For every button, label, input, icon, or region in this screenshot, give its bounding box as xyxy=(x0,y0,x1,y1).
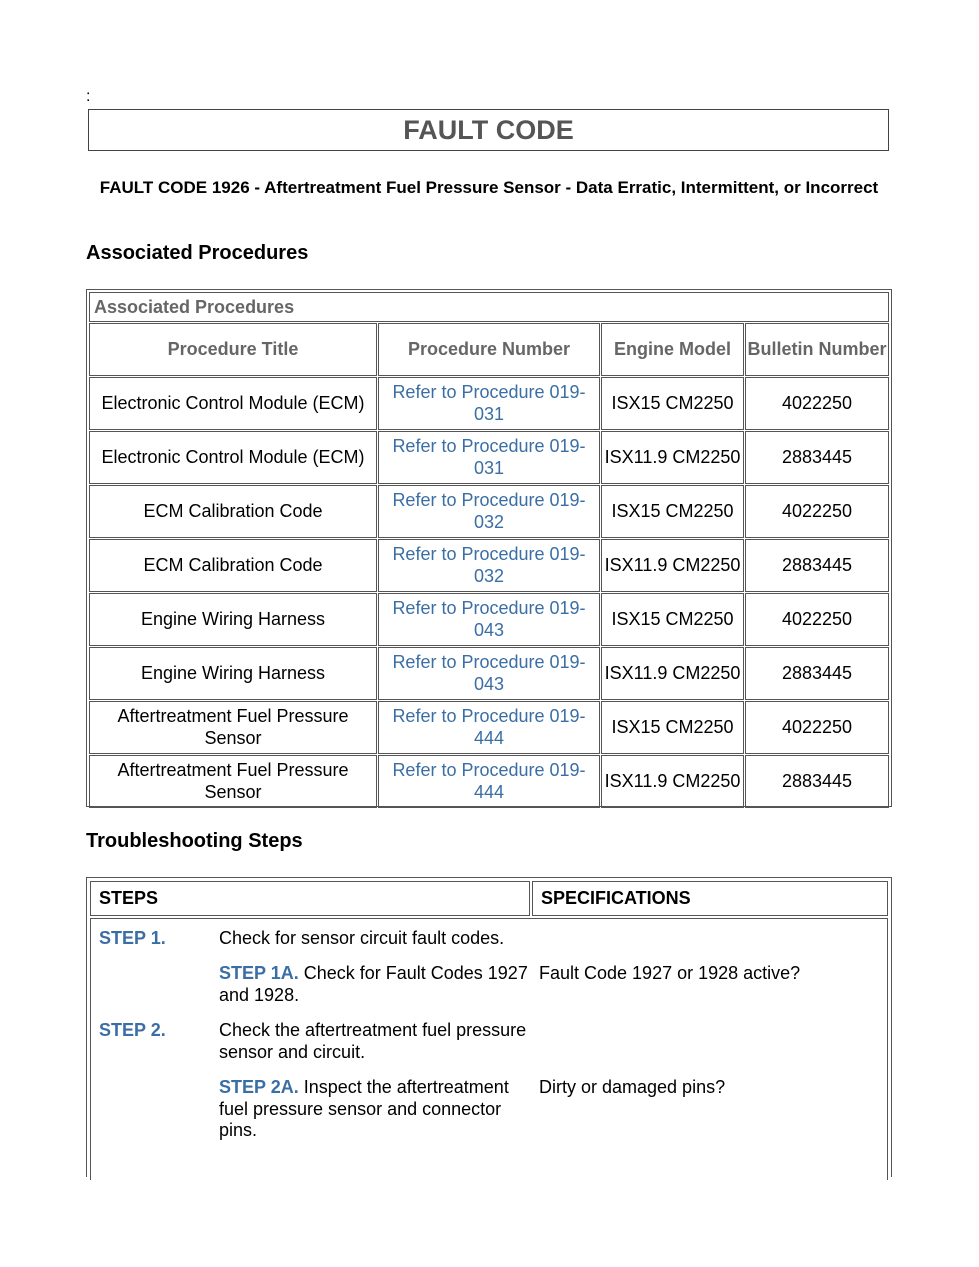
procedure-link[interactable]: Refer to Procedure 019-031 xyxy=(378,377,600,430)
cell-bulletin-number: 4022250 xyxy=(745,377,889,430)
procedure-link[interactable]: Refer to Procedure 019-043 xyxy=(378,647,600,700)
cell-engine-model: ISX11.9 CM2250 xyxy=(601,755,744,808)
cell-procedure-title: Electronic Control Module (ECM) xyxy=(89,431,377,484)
procedure-link[interactable]: Refer to Procedure 019-043 xyxy=(378,593,600,646)
cell-bulletin-number: 4022250 xyxy=(745,593,889,646)
troubleshooting-table xyxy=(86,877,892,1177)
col-header-procedure-title: Procedure Title xyxy=(89,323,377,376)
page-colon: : xyxy=(86,88,91,105)
step-1a-text xyxy=(219,963,529,1006)
cell-procedure-title: Engine Wiring Harness xyxy=(89,647,377,700)
col-header-steps: STEPS xyxy=(90,881,530,916)
troubleshooting-steps-heading: Troubleshooting Steps xyxy=(86,830,303,852)
step-1a-description: Check for Fault Codes 1927 and 1928. xyxy=(219,963,528,1005)
step-2a-label[interactable]: STEP 2A. xyxy=(219,1077,299,1097)
step-1a-label[interactable]: STEP 1A. xyxy=(219,963,299,983)
cell-engine-model: ISX11.9 CM2250 xyxy=(601,431,744,484)
procedure-link[interactable]: Refer to Procedure 019-031 xyxy=(378,431,600,484)
cell-procedure-title: Aftertreatment Fuel Pressure Sensor xyxy=(89,755,377,808)
step-1a-spec: Fault Code 1927 or 1928 active? xyxy=(539,963,801,983)
step-1-label[interactable]: STEP 1. xyxy=(99,928,166,948)
cell-engine-model: ISX15 CM2250 xyxy=(601,485,744,538)
cell-procedure-title: ECM Calibration Code xyxy=(89,485,377,538)
col-header-engine-model: Engine Model xyxy=(601,323,744,376)
cell-bulletin-number: 2883445 xyxy=(745,539,889,592)
step-1-text: Check for sensor circuit fault codes. xyxy=(219,928,505,948)
col-header-bulletin-number: Bulletin Number xyxy=(745,323,889,376)
associated-procedures-heading: Associated Procedures xyxy=(86,242,309,264)
step-2-label[interactable]: STEP 2. xyxy=(99,1020,166,1040)
procedure-link[interactable]: Refer to Procedure 019-032 xyxy=(378,539,600,592)
cell-engine-model: ISX11.9 CM2250 xyxy=(601,539,744,592)
cell-engine-model: ISX15 CM2250 xyxy=(601,593,744,646)
cell-engine-model: ISX15 CM2250 xyxy=(601,377,744,430)
cell-bulletin-number: 2883445 xyxy=(745,647,889,700)
step-2a-spec: Dirty or damaged pins? xyxy=(539,1077,726,1097)
fault-code-heading: FAULT CODE 1926 - Aftertreatment Fuel Pressure Sensor - Data Erratic, Intermittent, or Incorrect xyxy=(99,178,879,197)
cell-procedure-title: Electronic Control Module (ECM) xyxy=(89,377,377,430)
cell-bulletin-number: 4022250 xyxy=(745,485,889,538)
cell-procedure-title: ECM Calibration Code xyxy=(89,539,377,592)
cell-procedure-title: Engine Wiring Harness xyxy=(89,593,377,646)
procedure-link[interactable]: Refer to Procedure 019-032 xyxy=(378,485,600,538)
cell-bulletin-number: 4022250 xyxy=(745,701,889,754)
step-2a-text xyxy=(219,1077,529,1142)
document-title: FAULT CODE xyxy=(88,109,889,151)
step-2a-description: Inspect the aftertreatment fuel pressure sensor and connector pins. xyxy=(219,1077,509,1140)
col-header-specifications: SPECIFICATIONS xyxy=(532,881,888,916)
procedure-link[interactable]: Refer to Procedure 019-444 xyxy=(378,701,600,754)
table-caption: Associated Procedures xyxy=(89,292,889,322)
step-2-text: Check the aftertreatment fuel pressure sensor and circuit. xyxy=(219,1020,527,1062)
cell-engine-model: ISX15 CM2250 xyxy=(601,701,744,754)
cell-procedure-title: Aftertreatment Fuel Pressure Sensor xyxy=(89,701,377,754)
troubleshooting-body xyxy=(90,918,888,1180)
associated-procedures-table xyxy=(86,289,892,807)
cell-bulletin-number: 2883445 xyxy=(745,755,889,808)
col-header-procedure-number: Procedure Number xyxy=(378,323,600,376)
procedure-link[interactable]: Refer to Procedure 019-444 xyxy=(378,755,600,808)
cell-engine-model: ISX11.9 CM2250 xyxy=(601,647,744,700)
cell-bulletin-number: 2883445 xyxy=(745,431,889,484)
